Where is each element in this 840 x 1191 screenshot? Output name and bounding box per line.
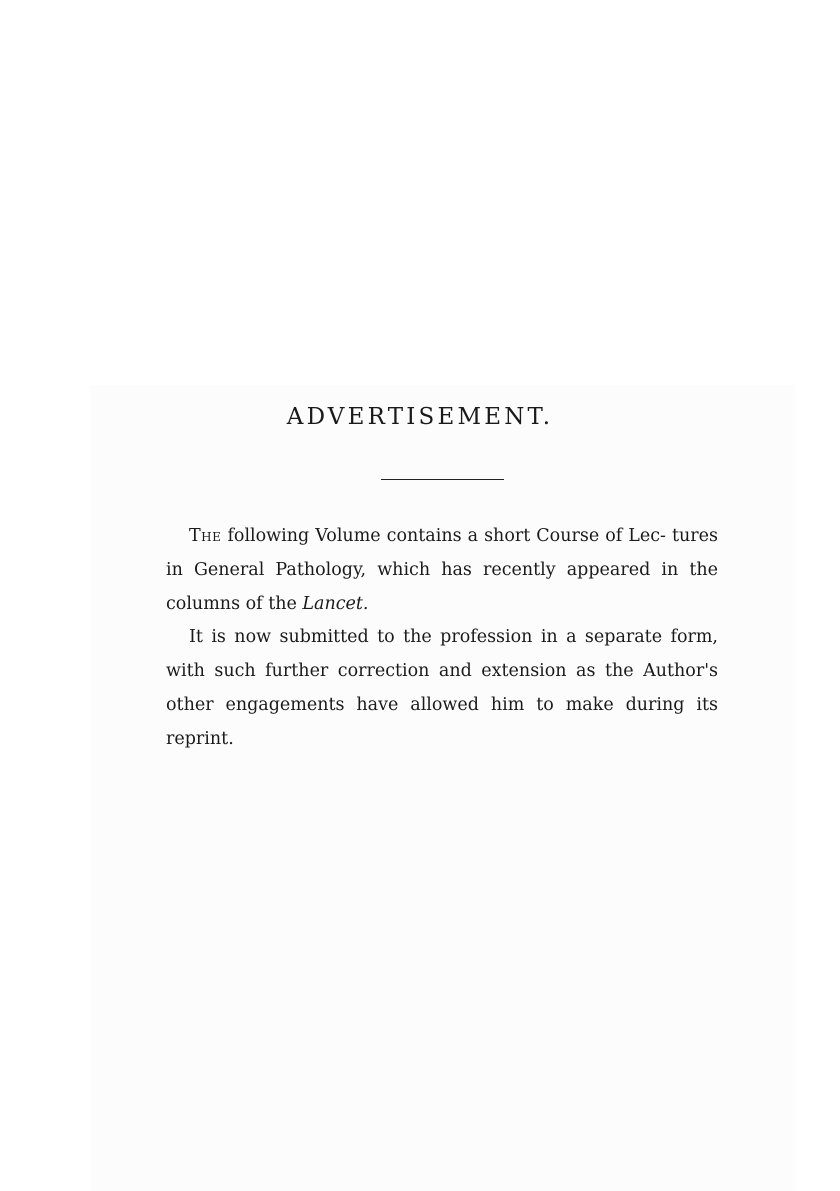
paragraph-1 <box>166 520 718 621</box>
paragraph-2-line-2: with such further correction and extension as the Author's <box>166 661 718 682</box>
paragraph-1-line-2: tures in General Pathology, which has recently appeared <box>166 526 718 580</box>
paragraph-1-line-3: in the columns of the <box>166 559 718 614</box>
page-shading <box>90 385 795 1191</box>
lead-word: The <box>189 526 222 546</box>
advertisement-body <box>166 520 718 757</box>
paragraph-2-line-3: other engagements have allowed him to make during its <box>166 694 718 715</box>
lancet-title: Lancet. <box>302 593 369 614</box>
title-rule-divider <box>381 479 504 480</box>
paragraph-2-line-1: It is now submitted to the profession in a separate form, <box>189 627 718 648</box>
page-title: ADVERTISEMENT. <box>286 404 554 430</box>
paragraph-1-line-1: following Volume contains a short Course of Lec- <box>227 526 666 546</box>
paragraph-2 <box>166 621 718 756</box>
paragraph-2-line-4: reprint. <box>166 728 234 749</box>
